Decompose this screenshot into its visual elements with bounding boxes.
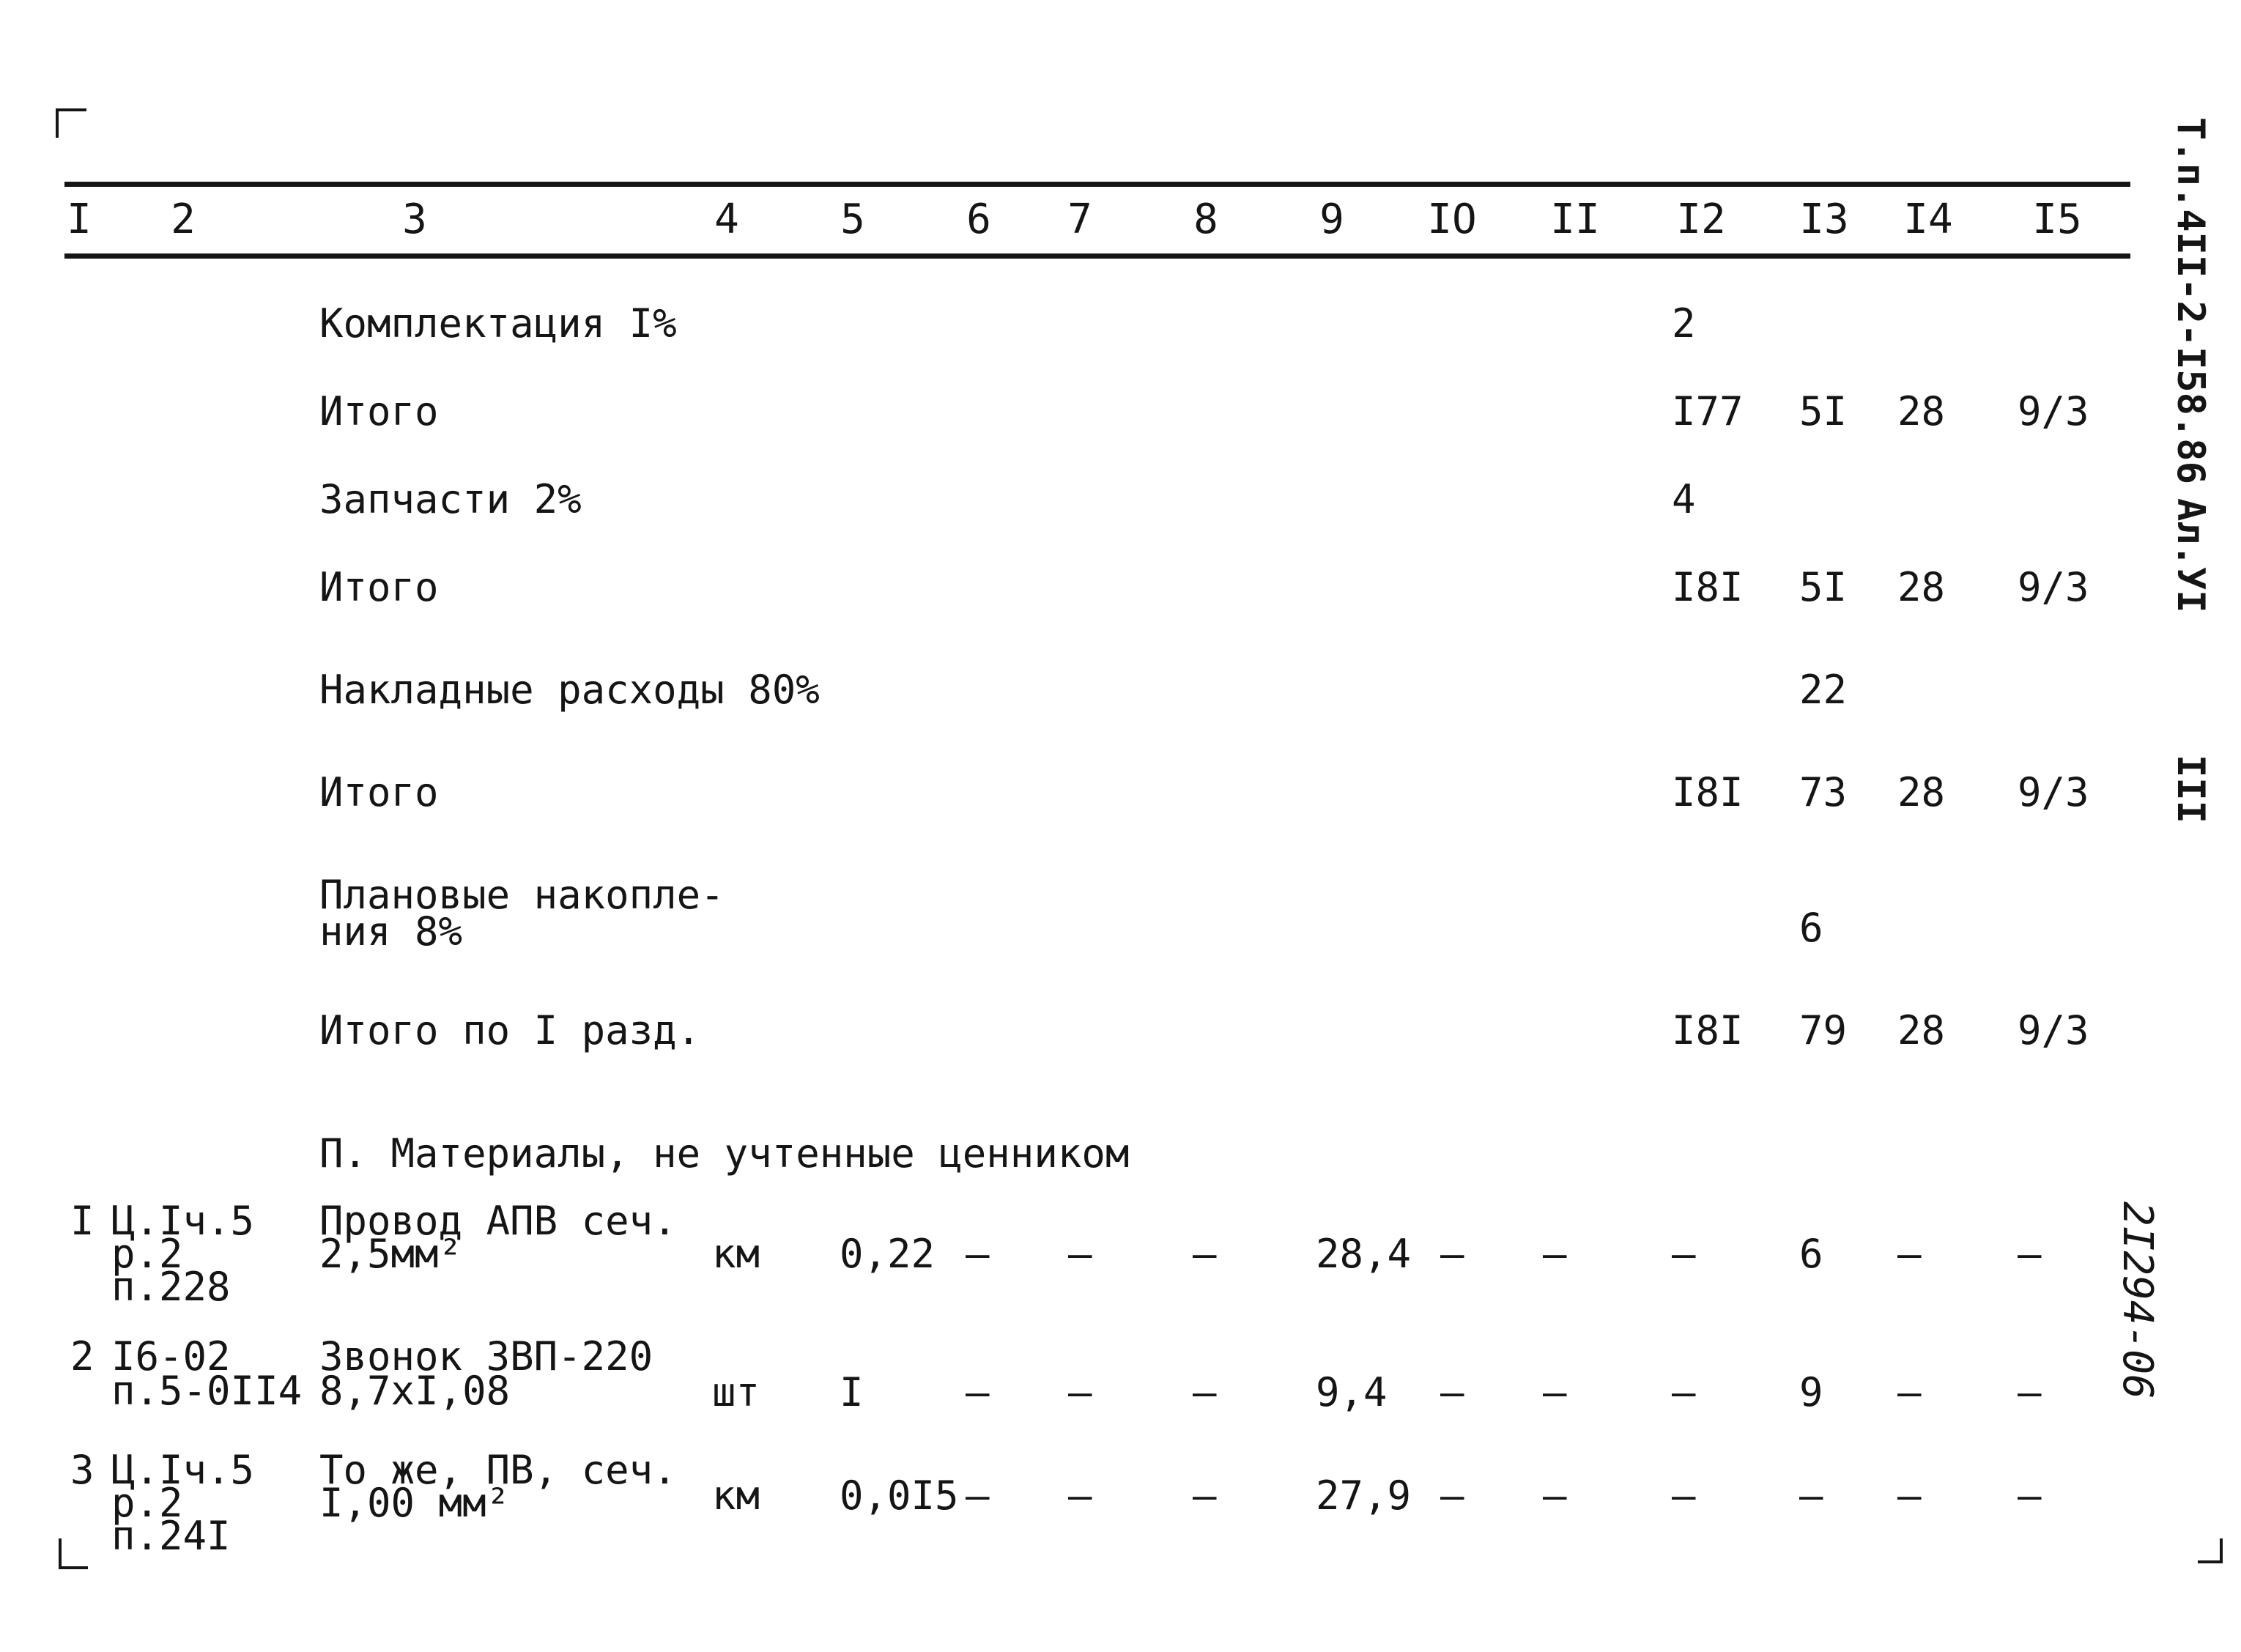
cell-col12: 2 (1672, 300, 1696, 347)
cell-col6: – (966, 1369, 990, 1415)
cell-col9: 9,4 (1316, 1369, 1388, 1415)
cell-col15: 9/3 (2018, 1007, 2089, 1053)
col-header-2: 2 (171, 196, 196, 243)
quantity: 0,22 (840, 1231, 936, 1277)
cell-col14: 28 (1897, 1007, 1946, 1053)
unit: км (712, 1473, 760, 1519)
price-reference: Ц.Iч.5 (111, 1447, 255, 1493)
album-number: Ал.УI (2168, 498, 2212, 613)
page-number: III (2168, 755, 2212, 823)
cell-col12: – (1672, 1231, 1696, 1277)
cell-col15: 9/3 (2018, 564, 2089, 610)
cell-col12: I8I (1672, 1007, 1744, 1053)
unit: км (712, 1231, 760, 1277)
cell-col7: – (1068, 1231, 1092, 1277)
cell-col10: – (1440, 1473, 1464, 1519)
cell-col14: – (1897, 1369, 1922, 1415)
cell-col12: – (1672, 1369, 1696, 1415)
row-label: Итого по I разд. (319, 1007, 701, 1053)
cell-col11: – (1543, 1231, 1567, 1277)
cell-col14: – (1897, 1473, 1922, 1519)
cell-col14: 28 (1897, 388, 1946, 434)
cell-col14: 28 (1897, 769, 1946, 815)
cell-col10: – (1440, 1231, 1464, 1277)
header-rule-bottom (64, 253, 2130, 259)
cell-col12: I8I (1672, 769, 1744, 815)
col-header-12: I2 (1676, 196, 1726, 243)
cell-col12: 4 (1672, 476, 1696, 522)
cell-col6: – (966, 1231, 990, 1277)
col-header-8: 8 (1193, 196, 1218, 243)
cell-col13: 9 (1799, 1369, 1823, 1415)
quantity: I (840, 1369, 864, 1415)
price-reference: Ц.Iч.5 (111, 1198, 255, 1244)
row-label: Итого (319, 564, 439, 610)
corner-mark-bottom-right (2198, 1538, 2223, 1563)
price-reference: I6-02 (111, 1333, 231, 1379)
corner-mark-top-left (56, 108, 86, 138)
cell-col11: – (1543, 1369, 1567, 1415)
row-label: Итого (319, 388, 439, 434)
material-name: 8,7хI,08 (319, 1368, 511, 1414)
row-label: Комплектация I% (319, 300, 677, 347)
price-reference: п.228 (111, 1264, 231, 1310)
cell-col8: – (1193, 1473, 1217, 1519)
col-header-4: 4 (714, 196, 739, 243)
cell-col15: – (2018, 1231, 2042, 1277)
col-header-3: 3 (402, 196, 427, 243)
quantity: 0,0I5 (840, 1473, 959, 1519)
cell-col7: – (1068, 1369, 1092, 1415)
material-name: Звонок ЗВП-220 (319, 1333, 653, 1379)
col-header-1: I (67, 196, 92, 243)
unit: шт (712, 1369, 760, 1415)
cell-col7: – (1068, 1473, 1092, 1519)
row-label: Запчасти 2% (319, 476, 582, 522)
cell-col11: – (1543, 1473, 1567, 1519)
cell-col9: 27,9 (1316, 1473, 1412, 1519)
section-title: П. Материалы, не учтенные ценником (319, 1130, 1130, 1177)
material-name: То же, ПВ, сеч. (319, 1447, 677, 1493)
col-header-7: 7 (1067, 196, 1092, 243)
cell-col15: – (2018, 1473, 2042, 1519)
col-header-5: 5 (840, 196, 865, 243)
cell-col9: 28,4 (1316, 1231, 1412, 1277)
price-reference: р.2 (111, 1480, 183, 1526)
cell-col14: 28 (1897, 564, 1946, 610)
col-header-10: IO (1427, 196, 1477, 243)
corner-mark-bottom-left (59, 1538, 88, 1569)
cell-col14: – (1897, 1231, 1922, 1277)
price-reference: п.24I (111, 1513, 231, 1559)
cell-col10: – (1440, 1369, 1464, 1415)
header-rule-top (64, 182, 2130, 187)
row-label: Плановые накопле- (319, 872, 725, 918)
cell-col15: 9/3 (2018, 769, 2089, 815)
cell-col15: – (2018, 1369, 2042, 1415)
row-label: Накладные расходы 80% (319, 667, 820, 713)
row-label: Итого (319, 769, 439, 815)
row-number: I (70, 1198, 95, 1244)
cell-col13: 6 (1799, 905, 1823, 951)
cell-col13: 6 (1799, 1231, 1823, 1277)
cell-col13: 22 (1799, 667, 1848, 713)
cell-col12: I8I (1672, 564, 1744, 610)
cell-col15: 9/3 (2018, 388, 2089, 434)
cell-col8: – (1193, 1231, 1217, 1277)
cell-col12: – (1672, 1473, 1696, 1519)
cell-col13: 5I (1799, 564, 1848, 610)
row-label-continued: ния 8% (319, 908, 463, 955)
row-number: 2 (70, 1333, 95, 1379)
cell-col6: – (966, 1473, 990, 1519)
col-header-11: II (1550, 196, 1600, 243)
document-code: Т.п.4II-2-I58.86 (2168, 117, 2212, 484)
cell-col13: 73 (1799, 769, 1848, 815)
row-number: 3 (70, 1447, 95, 1493)
price-reference: р.2 (111, 1231, 183, 1277)
cell-col13: 5I (1799, 388, 1848, 434)
col-header-9: 9 (1319, 196, 1344, 243)
col-header-6: 6 (966, 196, 991, 243)
cell-col8: – (1193, 1369, 1217, 1415)
col-header-15: I5 (2032, 196, 2082, 243)
cell-col13: – (1799, 1473, 1823, 1519)
material-name: Провод АПВ сеч. (319, 1198, 677, 1244)
archive-number: 2I294-06 (2114, 1201, 2161, 1399)
col-header-13: I3 (1799, 196, 1849, 243)
material-name: 2,5мм² (319, 1231, 463, 1277)
cell-col12: I77 (1672, 388, 1744, 434)
material-name: I,00 мм² (319, 1480, 511, 1526)
col-header-14: I4 (1903, 196, 1953, 243)
price-reference: п.5-0II4 (111, 1368, 303, 1414)
cell-col13: 79 (1799, 1007, 1848, 1053)
